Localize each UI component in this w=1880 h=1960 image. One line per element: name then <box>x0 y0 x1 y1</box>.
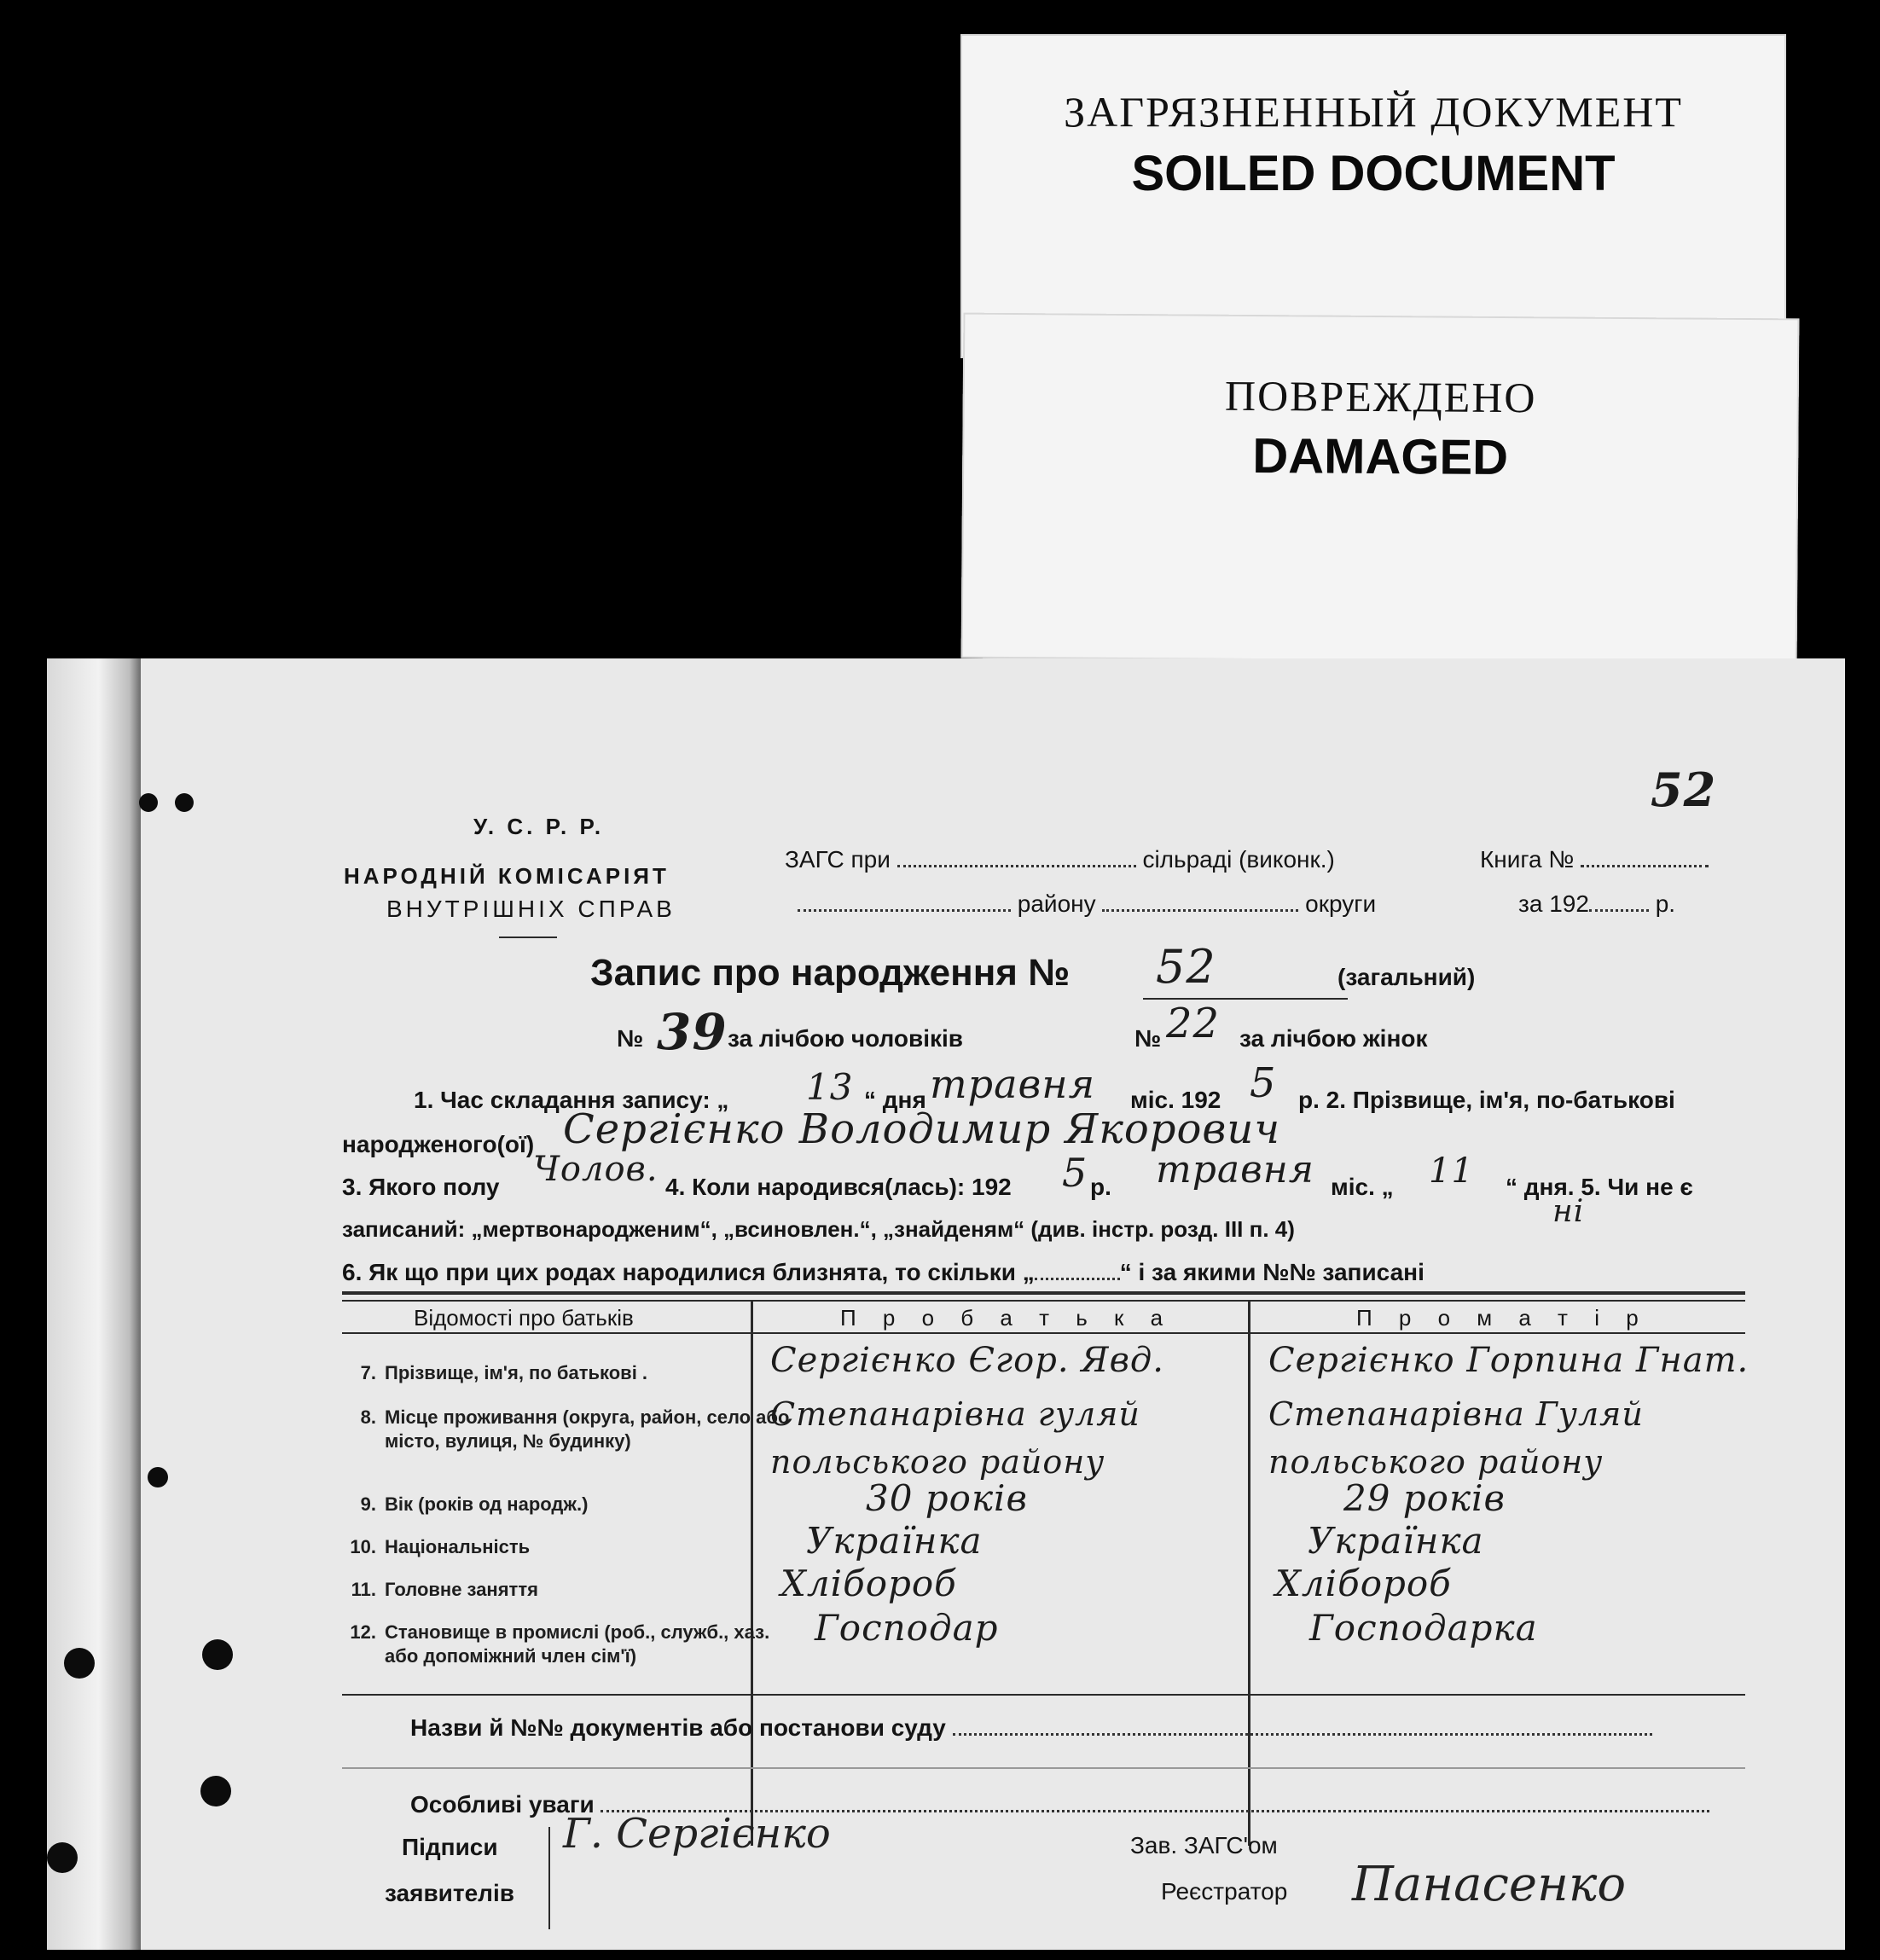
soiled-document-label <box>960 34 1786 358</box>
row7-label <box>337 1361 746 1385</box>
field2-label: народженого(ої) <box>342 1131 535 1157</box>
signatures-label: Підписи <box>402 1834 498 1860</box>
father-age: 30 років <box>866 1477 1028 1519</box>
district-blank <box>798 908 1011 912</box>
binding-strip <box>47 658 141 1950</box>
okruha-label: округи <box>1305 890 1377 917</box>
binding-hole <box>200 1776 231 1806</box>
table-header-rule <box>342 1332 1745 1334</box>
year-prefix: за 192 <box>1518 890 1589 917</box>
binding-hole <box>148 1467 168 1487</box>
binding-hole <box>139 793 158 812</box>
year-blank <box>1589 908 1649 912</box>
field5-value: ні <box>1552 1194 1585 1229</box>
applicants-label: заявителів <box>385 1880 514 1906</box>
female-count-label: за лічбою жінок <box>1239 1025 1428 1052</box>
field4-label: 4. Коли народився(лась): 192 <box>665 1174 1012 1200</box>
documents-line <box>410 1714 1652 1742</box>
row11-num: 11. <box>351 1579 376 1600</box>
binding-hole <box>175 793 194 812</box>
female-count-prefix: № <box>1134 1025 1162 1052</box>
father-status: Господар <box>815 1607 999 1649</box>
field3-label: 3. Якого полу <box>342 1174 500 1200</box>
father-nationality: Українка <box>806 1520 983 1562</box>
zags-line <box>785 846 1335 873</box>
table-divider-2 <box>1248 1300 1250 1846</box>
field5-label: записаний: „мертвонародженим“, „всиновлен.“, „знайденям“ (див. інстр. розд. III п. 4) <box>342 1216 1295 1242</box>
column-header-father: П р о б а т ь к а <box>840 1305 1174 1331</box>
column-header-info: Відомості про батьків <box>414 1305 634 1331</box>
field1-month-label: міс. 192 <box>1130 1087 1221 1113</box>
record-general-label: (загальний) <box>1337 964 1476 990</box>
field1-tail: р. 2. Прізвище, ім'я, по-батькові <box>1298 1087 1675 1113</box>
row11-text: Головне заняття <box>385 1579 538 1600</box>
notes-label: Особливі уваги <box>410 1791 595 1818</box>
field4-tail: “ дня. 5. Чи не є <box>1506 1174 1693 1200</box>
field6-blank <box>1035 1277 1120 1280</box>
row7-num: 7. <box>360 1362 376 1383</box>
commissariat-subtitle: ВНУТРІШНІХ СПРАВ <box>386 896 676 922</box>
field1-month: травня <box>930 1061 1096 1107</box>
damaged-label-ru: ПОВРЕЖДЕНО <box>1224 371 1537 422</box>
book-blank <box>1581 864 1709 867</box>
row11-label <box>337 1578 746 1602</box>
row9-text: Вік (років од народж.) <box>385 1493 589 1515</box>
binding-hole <box>47 1842 78 1873</box>
female-count-number: 22 <box>1166 1000 1221 1047</box>
table-divider-1 <box>751 1300 753 1846</box>
father-occupation: Хлібороб <box>780 1563 957 1604</box>
field1-year: 5 <box>1250 1059 1277 1107</box>
row10-text: Національність <box>385 1536 531 1557</box>
row12-num: 12. <box>350 1621 376 1643</box>
book-line <box>1480 846 1709 873</box>
district-label: району <box>1017 890 1096 917</box>
row10-label <box>337 1535 746 1559</box>
father-residence: Степанарівна гуляй польського району <box>770 1395 1140 1481</box>
field4-month-label: міс. „ <box>1331 1174 1394 1200</box>
year-line <box>1518 890 1675 918</box>
male-count-label: за лічбою чоловіків <box>728 1025 963 1052</box>
zags-prefix: ЗАГС при <box>785 846 891 873</box>
row10-num: 10. <box>350 1536 376 1557</box>
father-name: Сергієнко Єгор. Явд. <box>770 1341 1164 1380</box>
row12-text: Становище в промислі (роб., служб., хаз. або допоміжний член сім'ї) <box>385 1621 770 1667</box>
registrar-signature: Панасенко <box>1352 1857 1627 1912</box>
damaged-label-en: DAMAGED <box>1252 427 1509 486</box>
row12-label <box>337 1621 794 1668</box>
field3-sex: Чолов. <box>533 1150 659 1189</box>
row9-label <box>337 1493 746 1516</box>
book-label: Книга № <box>1480 846 1575 873</box>
row8-label <box>337 1406 794 1453</box>
mother-name: Сергієнко Горпина Гнат. <box>1268 1341 1749 1380</box>
state-abbr: У. С. Р. Р. <box>473 814 605 839</box>
field6-tail: “ і за якими №№ записані <box>1119 1259 1425 1285</box>
applicant-signature: Г. Сергієнко <box>563 1810 831 1858</box>
mother-nationality: Українка <box>1308 1520 1484 1562</box>
record-number: 52 <box>1156 940 1216 994</box>
documents-blank <box>953 1732 1652 1736</box>
field4-month: травня <box>1156 1148 1314 1192</box>
birth-record-sheet <box>47 658 1845 1950</box>
row7-text: Прізвище, ім'я, по батькові . <box>385 1362 648 1383</box>
field1-day: 13 <box>806 1066 854 1108</box>
row8-num: 8. <box>360 1406 376 1428</box>
table-bottom-rule <box>342 1694 1745 1696</box>
binding-hole <box>202 1639 233 1670</box>
male-count-number: 39 <box>657 1003 728 1061</box>
header-rule <box>499 937 557 938</box>
field1-day-label: “ дня <box>864 1087 926 1113</box>
soiled-label-ru: ЗАГРЯЗНЕННЫЙ ДОКУМЕНТ <box>1064 88 1683 136</box>
mother-status: Господарка <box>1309 1607 1538 1649</box>
registrar-label: Реєстратор <box>1161 1878 1288 1905</box>
page-number: 52 <box>1651 763 1717 817</box>
mother-occupation: Хлібороб <box>1275 1563 1452 1604</box>
field6-label: 6. Як що при цих родах народилися близнята, то скільки „ <box>342 1259 1035 1285</box>
damaged-document-label <box>961 313 1800 664</box>
table-top-rule-2 <box>342 1300 1745 1302</box>
documents-label: Назви й №№ документів або постанови суду <box>410 1714 946 1741</box>
okruha-blank <box>1102 908 1298 912</box>
row9-num: 9. <box>360 1493 376 1515</box>
field4-r: р. <box>1090 1174 1111 1200</box>
male-count-prefix: № <box>617 1025 644 1052</box>
documents-rule <box>342 1767 1745 1769</box>
mother-age: 29 років <box>1343 1477 1506 1519</box>
row8-text: Місце проживання (округа, район, село або місто, вулиця, № будинку) <box>385 1406 790 1452</box>
record-title: Запис про народження № <box>590 952 1071 994</box>
district-line <box>798 890 1376 918</box>
table-top-rule <box>342 1291 1745 1295</box>
head-zags-label: Зав. ЗАГС'ом <box>1130 1832 1278 1859</box>
field4-day: 11 <box>1429 1151 1474 1191</box>
zags-blank <box>897 864 1136 867</box>
signature-bracket <box>548 1827 550 1929</box>
field1-prefix: 1. Час складання запису: „ <box>414 1087 729 1113</box>
field2-name: Сергієнко Володимир Якорович <box>563 1105 1281 1153</box>
soiled-label-en: SOILED DOCUMENT <box>1131 146 1616 201</box>
binding-hole <box>64 1648 95 1679</box>
field6-line <box>342 1259 1425 1286</box>
mother-residence: Степанарівна Гуляй польського району <box>1268 1395 1644 1481</box>
zags-suffix: сільраді (виконк.) <box>1142 846 1335 873</box>
year-suffix: р. <box>1655 890 1676 917</box>
field4-year: 5 <box>1062 1150 1088 1196</box>
column-header-mother: П р о м а т і р <box>1356 1305 1649 1331</box>
commissariat-title: НАРОДНІЙ КОМІСАРІЯТ <box>344 863 670 889</box>
